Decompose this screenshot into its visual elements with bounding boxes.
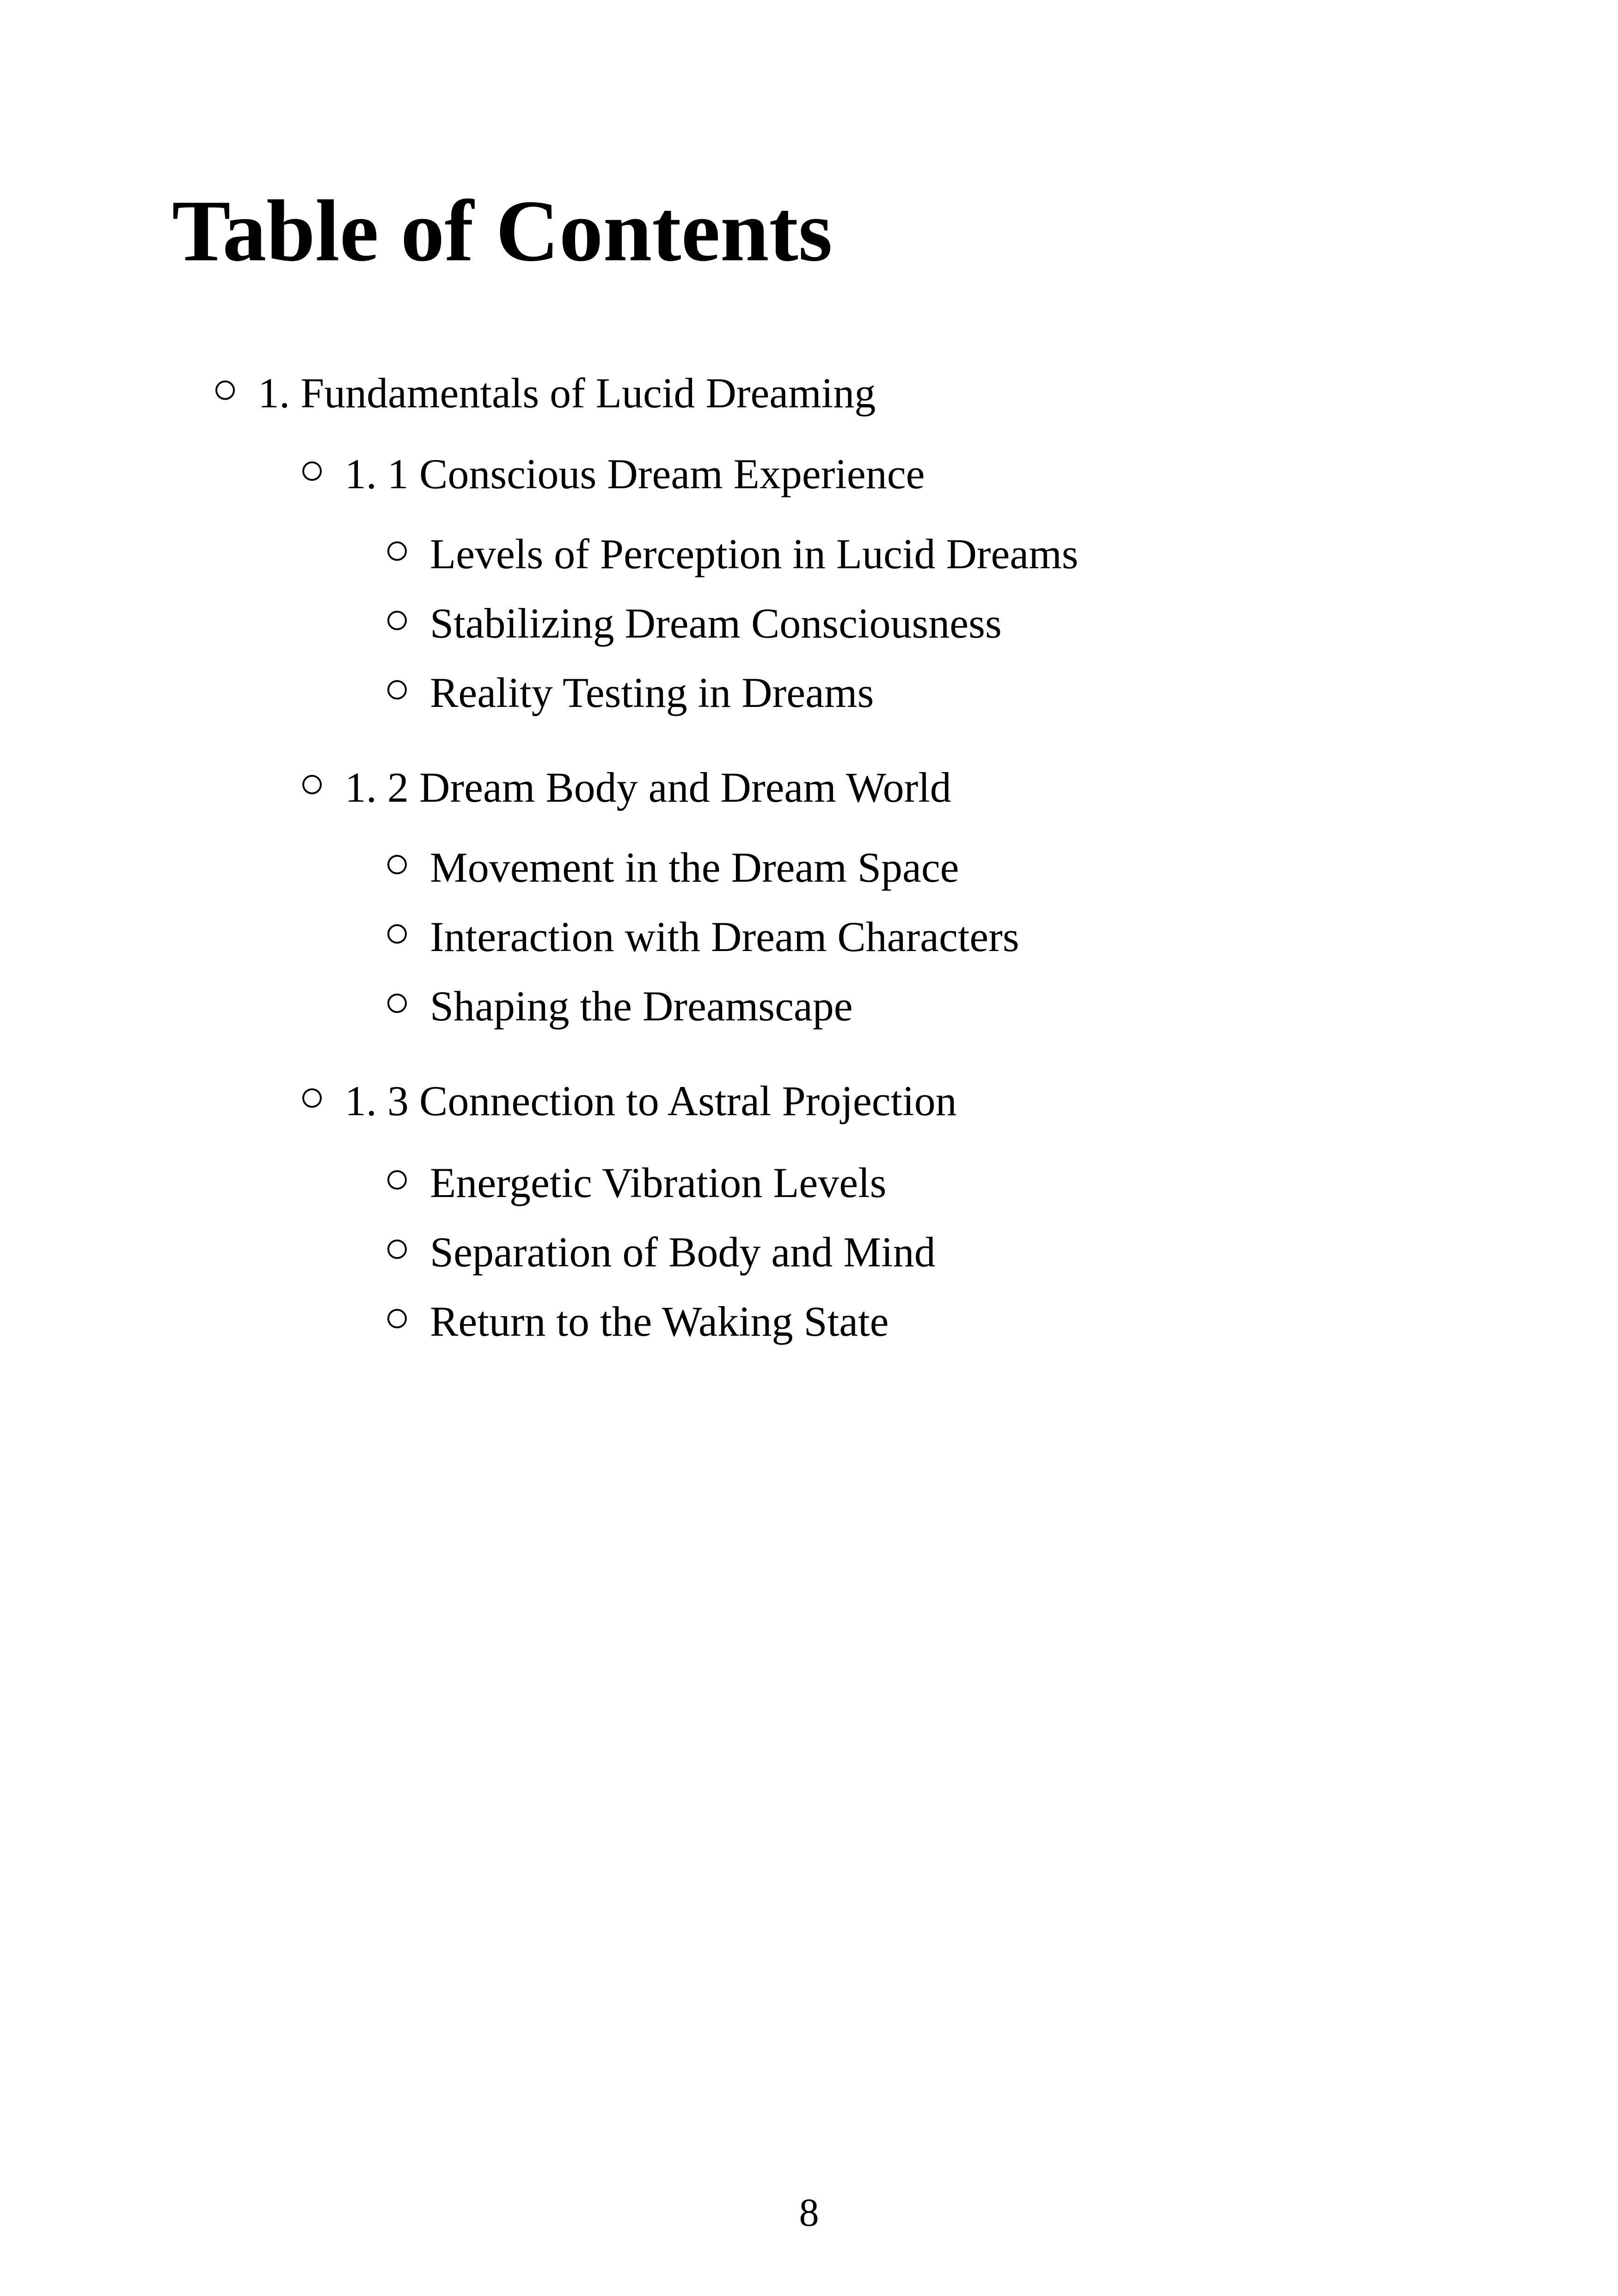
- toc-subsection-label: Reality Testing in Dreams: [430, 669, 874, 716]
- toc-subsection-label: Stabilizing Dream Consciousness: [430, 599, 1002, 647]
- toc-subsection-entry: [387, 904, 1019, 960]
- hollow-circle-bullet-icon: [387, 680, 407, 700]
- toc-section-entry: [302, 1068, 957, 1124]
- toc-section-entry: [302, 755, 951, 810]
- toc-section-label: 1. 1 Conscious Dream Experience: [345, 450, 925, 497]
- hollow-circle-bullet-icon: [302, 775, 322, 794]
- hollow-circle-bullet-icon: [387, 994, 407, 1013]
- toc-subsection-entry: [387, 835, 959, 890]
- page-number: 8: [799, 2190, 819, 2235]
- toc-subsection-entry: [387, 1220, 936, 1275]
- toc-section-label: 1. 2 Dream Body and Dream World: [345, 763, 951, 811]
- hollow-circle-bullet-icon: [387, 611, 407, 630]
- toc-section-entry: [302, 442, 925, 497]
- toc-subsection-label: Interaction with Dream Characters: [430, 913, 1019, 960]
- toc-subsection-entry: [387, 591, 1002, 646]
- hollow-circle-bullet-icon: [387, 541, 407, 561]
- page-title: Table of Contents: [172, 183, 833, 280]
- hollow-circle-bullet-icon: [387, 1309, 407, 1328]
- toc-subsection-entry: [387, 1289, 889, 1344]
- hollow-circle-bullet-icon: [302, 461, 322, 481]
- toc-section-label: 1. 3 Connection to Astral Projection: [345, 1077, 957, 1124]
- toc-chapter-entry: [215, 361, 876, 416]
- toc-subsection-entry: [387, 974, 853, 1029]
- toc-subsection-label: Separation of Body and Mind: [430, 1228, 936, 1276]
- toc-subsection-label: Return to the Waking State: [430, 1297, 889, 1345]
- toc-subsection-entry: [387, 660, 874, 716]
- toc-subsection-entry: [387, 1150, 886, 1206]
- hollow-circle-bullet-icon: [387, 924, 407, 944]
- toc-subsection-entry: [387, 522, 1079, 577]
- hollow-circle-bullet-icon: [387, 855, 407, 874]
- toc-subsection-label: Energetic Vibration Levels: [430, 1159, 887, 1206]
- hollow-circle-bullet-icon: [215, 381, 235, 400]
- hollow-circle-bullet-icon: [387, 1170, 407, 1190]
- hollow-circle-bullet-icon: [387, 1240, 407, 1259]
- toc-subsection-label: Levels of Perception in Lucid Dreams: [430, 530, 1079, 577]
- toc-subsection-label: Movement in the Dream Space: [430, 843, 959, 891]
- toc-subsection-label: Shaping the Dreamscape: [430, 982, 853, 1030]
- toc-chapter-label: 1. Fundamentals of Lucid Dreaming: [258, 369, 876, 417]
- hollow-circle-bullet-icon: [302, 1088, 322, 1108]
